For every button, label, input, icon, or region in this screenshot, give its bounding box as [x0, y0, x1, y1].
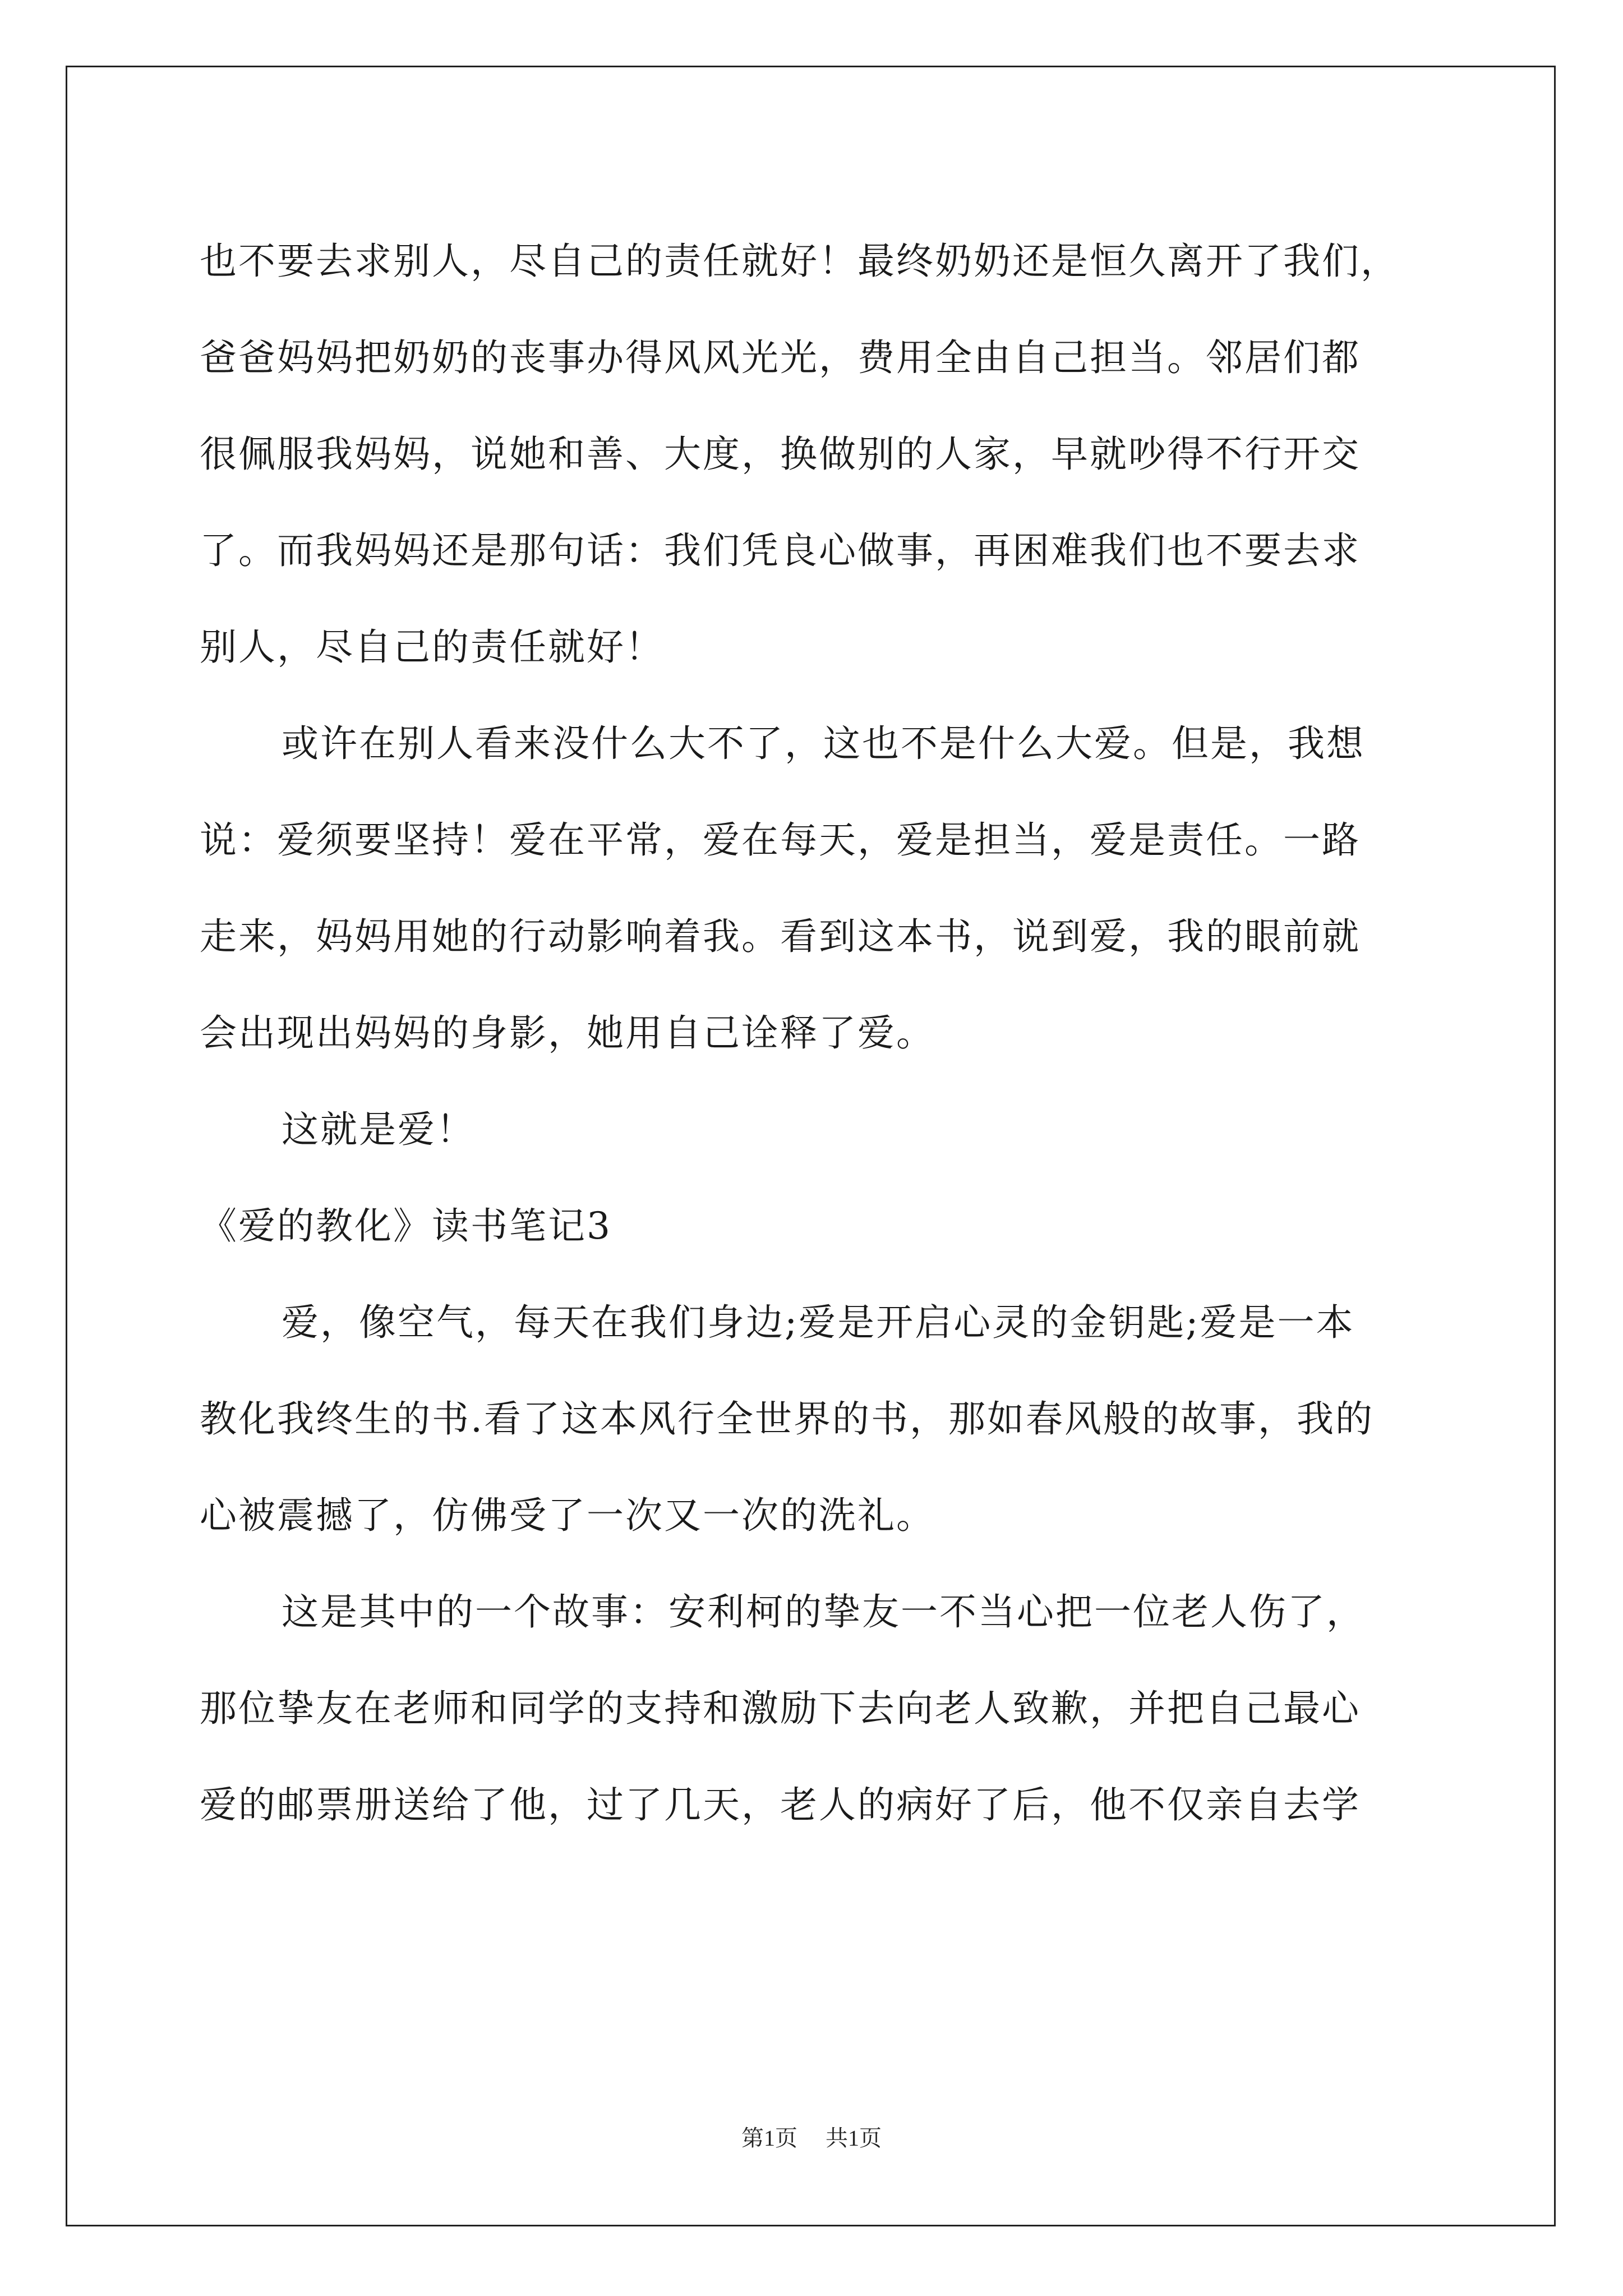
text-line: 走来，妈妈用她的行动影响着我。看到这本书，说到爱，我的眼前就	[200, 915, 1361, 958]
text-line: 很佩服我妈妈，说她和善、大度，换做别的人家，早就吵得不行开交	[200, 432, 1361, 476]
page-number: 第1页	[741, 2125, 797, 2151]
text-line: 也不要去求别人，尽自己的责任就好！最终奶奶还是恒久离开了我们，	[200, 240, 1399, 283]
text-line: 会出现出妈妈的身影，她用自己诠释了爱。	[200, 1011, 935, 1055]
text-line: 教化我终生的书.看了这本风行全世界的书，那如春风般的故事，我的	[200, 1397, 1374, 1441]
text-line: 别人，尽自己的责任就好！	[200, 625, 664, 669]
text-line: 爱，像空气，每天在我们身边;爱是开启心灵的金钥匙;爱是一本	[282, 1301, 1355, 1344]
page-footer	[0, 2120, 1623, 2152]
document-body	[200, 213, 1433, 1853]
text-line: 这就是爱！	[282, 1108, 475, 1151]
text-line: 心被震撼了，仿佛受了一次又一次的洗礼。	[200, 1494, 935, 1537]
text-line: 爱的邮票册送给了他，过了几天，老人的病好了后，他不仅亲自去学	[200, 1783, 1361, 1826]
section-heading: 《爱的教化》读书笔记3	[200, 1204, 612, 1248]
text-line: 了。而我妈妈还是那句话：我们凭良心做事，再困难我们也不要去求	[200, 529, 1361, 572]
text-line: 说：爱须要坚持！爱在平常，爱在每天，爱是担当，爱是责任。一路	[200, 818, 1361, 862]
text-line: 这是其中的一个故事：安利柯的挚友一不当心把一位老人伤了，	[282, 1590, 1365, 1634]
text-line: 或许在别人看来没什么大不了，这也不是什么大爱。但是，我想	[282, 722, 1365, 765]
text-line: 那位挚友在老师和同学的支持和激励下去向老人致歉，并把自己最心	[200, 1687, 1361, 1730]
page-total: 共1页	[826, 2125, 882, 2151]
text-line: 爸爸妈妈把奶奶的丧事办得风风光光，费用全由自己担当。邻居们都	[200, 336, 1361, 379]
